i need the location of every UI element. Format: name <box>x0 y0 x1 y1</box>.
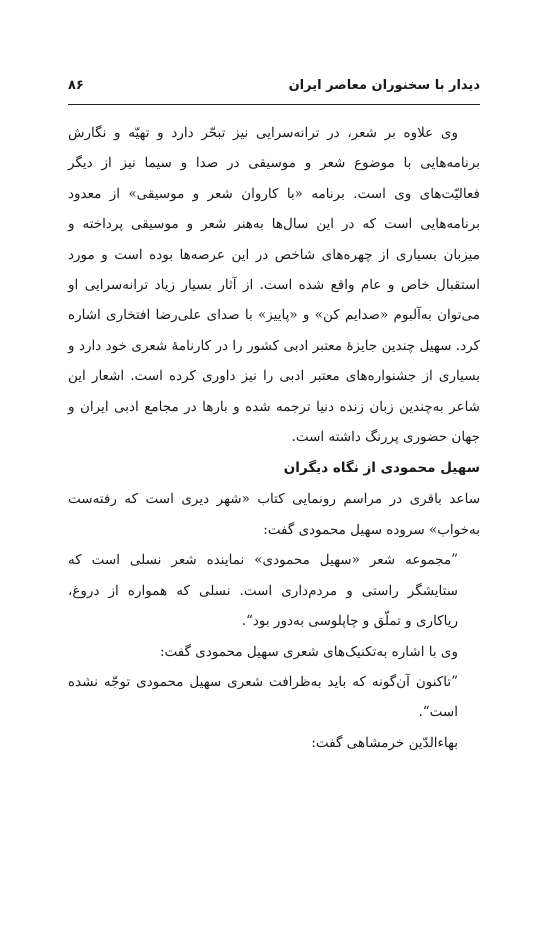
running-title: دیدار با سخنوران معاصر ایران <box>288 78 480 93</box>
techniques-paragraph: وی با اشاره به‌تکنیک‌های شعری سهیل محمودی گفت: <box>159 643 458 660</box>
book-page <box>68 78 480 758</box>
quote-second: ”تاکنون آن‌گونه که باید به‌ظرافت شعری سهیل محمودی توجّه نشده است“. <box>68 673 458 721</box>
khorramshahi-paragraph: بهاءالدّین خرمشاهی گفت: <box>311 734 458 751</box>
page-body <box>68 118 480 758</box>
page-number: ۸۶ <box>68 78 84 93</box>
page-header <box>68 78 480 105</box>
book-launch-paragraph: ساعد باقری در مراسم رونمایی کتاب «شهر دیری است که رفته‌ست به‌خواب» سروده سهیل محمودی گفت: <box>68 491 480 538</box>
section-heading: سهیل محمودی از نگاه دیگران <box>283 460 480 477</box>
biography-paragraph: وی علاوه بر شعر، در ترانه‌سرایی نیز تبحّر دارد و تهیّه و نگارش برنامه‌هایی با موضوع شعر و موسیقی در صدا و سیما نیز از دیگر فعالیّت‌های وی است. برنامه «با کاروان شعر و موسیقی» از معدود برنامه‌هایی است که در این سال‌ها به‌هنر شعر و موسیقی پرداخته و میزبان بسیاری از چهره‌های شاخص در این عرصه‌ها بوده است و مورد استقبال خاص و عام واقع شده است. از آثار بسیار زیاد ترانه‌سرایی او می‌توان به‌آلبوم «صدایم کن» و «پاییز» با صدای علی‌رضا افتخاری اشاره کرد. سهیل چندین جایزهٔ معتبر ادبی کشور را در کارنامهٔ شعری خود دارد و بسیاری از جشنواره‌های معتبر ادبی را نیز داوری کرده است. اشعار این شاعر به‌چندین زبان زنده دنیا ترجمه شده و بارها در مجامع ادبی ایران و جهان حضوری پررنگ داشته است. <box>68 125 480 446</box>
quote-first: ”مجموعه شعر «سهیل محمودی» نماینده شعر نسلی است که ستایشگر راستی و مردم‌داری است. نسلی که همواره از دروغ، ریاکاری و تملّق و چاپلوسی به‌دور بود“. <box>68 552 458 630</box>
